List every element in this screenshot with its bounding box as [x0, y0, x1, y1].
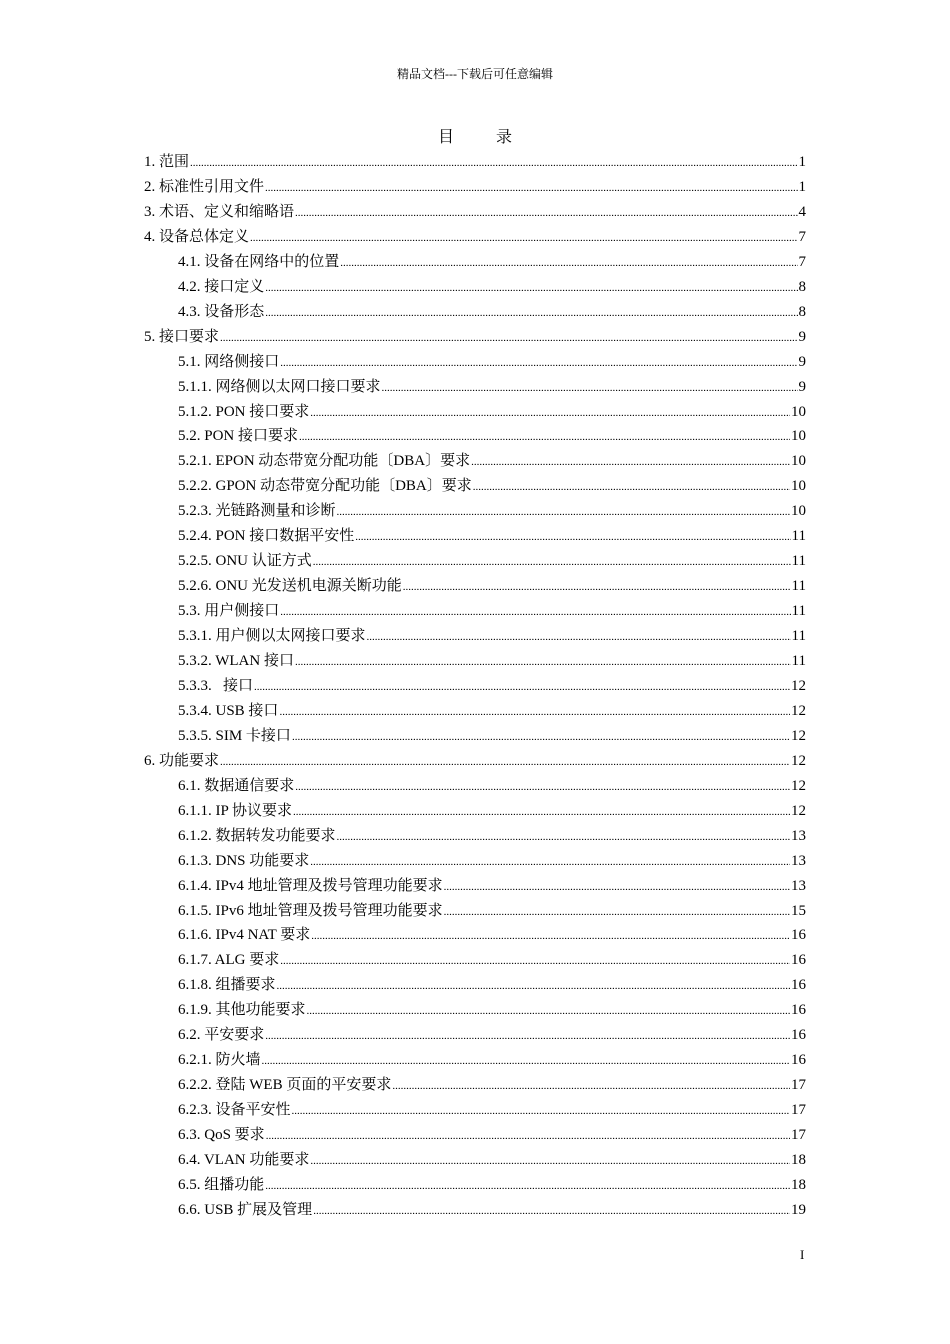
toc-entry-page: 13 [791, 827, 806, 844]
toc-entry-leader [292, 1101, 790, 1121]
toc-entry-label: 2. 标准性引用文件 [144, 178, 265, 195]
toc-entry-label: 6.1.5. IPv6 地址管理及拨号管理功能要求 [178, 902, 443, 919]
toc-entry-label: 6.1.4. IPv4 地址管理及拨号管理功能要求 [178, 877, 443, 894]
toc-entry-label: 5.1.1. 网络侧以太网口接口要求 [178, 378, 381, 395]
toc-entry[interactable] [144, 177, 806, 197]
toc-entry[interactable] [144, 202, 806, 222]
toc-entry-leader [280, 353, 797, 373]
toc-entry-leader [280, 602, 790, 622]
toc-entry[interactable] [178, 1000, 806, 1020]
toc-entry-label: 5.3.4. USB 接口 [178, 702, 279, 719]
toc-entry-leader [265, 278, 797, 298]
toc-entry-leader [471, 452, 790, 472]
toc-entry-leader [299, 427, 790, 447]
toc-entry[interactable] [144, 327, 806, 347]
toc-entry-page: 17 [791, 1102, 806, 1119]
toc-entry-page: 10 [791, 478, 806, 495]
toc-entry-page: 18 [791, 1176, 806, 1193]
toc-title-right: 录 [496, 129, 513, 146]
toc-entry[interactable] [178, 1200, 806, 1220]
toc-entry[interactable] [178, 352, 806, 372]
toc-entry-leader [265, 1176, 790, 1196]
toc-entry-leader [307, 1001, 790, 1021]
toc-entry-page: 1 [798, 178, 806, 195]
toc-entry-leader [355, 527, 790, 547]
toc-entry-label: 3. 术语、定义和缩略语 [144, 203, 295, 220]
toc-entry-leader [266, 1126, 790, 1146]
toc-entry[interactable] [178, 950, 806, 970]
toc-entry-label: 5.1. 网络侧接口 [178, 353, 280, 370]
toc-entry-label: 6.1.8. 组播要求 [178, 977, 276, 994]
toc-entry-label: 5.2. PON 接口要求 [178, 428, 299, 445]
toc-entry-label: 6.6. USB 扩展及管理 [178, 1201, 313, 1218]
toc-entry[interactable] [144, 751, 806, 771]
toc-entry-label: 5.2.2. GPON 动态带宽分配功能〔DBA〕要求 [178, 478, 472, 495]
toc-entry-page: 13 [791, 852, 806, 869]
toc-entry-page: 18 [791, 1152, 806, 1168]
toc-entry-page: 11 [791, 628, 806, 645]
toc-entry-page: 7 [798, 253, 806, 270]
toc-entry-label: 5.2.5. ONU 认证方式 [178, 553, 312, 570]
toc-entry-leader [293, 802, 790, 822]
toc-entry-label: 5.3. 用户侧接口 [178, 603, 280, 620]
toc-entry-page: 9 [798, 353, 806, 370]
toc-entry-label: 6.1.9. 其他功能要求 [178, 1002, 306, 1019]
toc-entry-leader [444, 902, 790, 922]
toc-title-left: 目 [437, 129, 454, 146]
toc-entry-leader [277, 976, 790, 996]
toc-entry-label: 6.4. VLAN 功能要求 [178, 1152, 310, 1168]
toc-entry[interactable] [178, 451, 806, 471]
toc-entry-label: 6.1.7. ALG 要求 [178, 952, 280, 969]
page-header: 精品文档---下载后可任意编辑 [397, 67, 553, 81]
toc-entry-leader [310, 1151, 790, 1171]
toc-entry-leader [220, 752, 790, 772]
toc-entry-label: 6.3. QoS 要求 [178, 1127, 265, 1144]
toc-entry-page: 16 [791, 977, 806, 994]
toc-entry-page: 11 [791, 653, 806, 669]
toc-entry-leader [313, 552, 791, 572]
toc-entry[interactable] [178, 801, 806, 821]
toc-entry-label: 6.1.2. 数据转发功能要求 [178, 827, 336, 844]
toc-entry[interactable] [178, 1150, 806, 1170]
toc-entry-label: 5.2.6. ONU 光发送机电源关断功能 [178, 578, 402, 595]
toc-entry[interactable] [178, 576, 806, 596]
toc-entry-leader [262, 1051, 790, 1071]
toc-entry[interactable] [178, 277, 806, 297]
toc-entry[interactable] [178, 1100, 806, 1120]
toc-entry-label: 6.1.3. DNS 功能要求 [178, 852, 310, 869]
toc-entry-label: 6.2.2. 登陆 WEB 页面的平安要求 [178, 1077, 392, 1094]
toc-entry-leader [337, 827, 790, 847]
toc-entry[interactable] [178, 252, 806, 272]
toc-entry-leader [403, 577, 791, 597]
toc-entry-page: 12 [791, 802, 806, 819]
toc-entry-leader [340, 253, 797, 273]
toc-entry-leader [311, 926, 790, 946]
toc-entry[interactable] [144, 227, 806, 247]
toc-entry[interactable] [178, 726, 806, 746]
toc-entry-leader [444, 877, 790, 897]
toc-entry-label: 5.2.3. 光链路测量和诊断 [178, 503, 336, 520]
toc-entry-page: 12 [791, 727, 806, 744]
toc-entry-leader [367, 627, 791, 647]
toc-entry[interactable] [178, 601, 806, 621]
toc-entry-page: 17 [791, 1077, 806, 1094]
toc-entry[interactable] [178, 377, 806, 397]
toc-entry[interactable] [178, 626, 806, 646]
toc-entry-leader [250, 228, 797, 248]
toc-entry-page: 12 [791, 752, 806, 769]
toc-entry-leader [292, 727, 790, 747]
toc-entry-label: 5.3.5. SIM 卡接口 [178, 727, 291, 744]
toc-entry[interactable] [178, 876, 806, 896]
toc-entry-leader [337, 502, 790, 522]
toc-entry-page: 11 [791, 578, 806, 595]
toc-entry[interactable] [178, 1025, 806, 1045]
toc-entry-label: 5.2.4. PON 接口数据平安性 [178, 528, 355, 545]
toc-entry-page: 16 [791, 1027, 806, 1044]
toc-entry-page: 9 [798, 378, 806, 395]
toc-entry[interactable] [178, 526, 806, 546]
toc-entry-label: 6.1.1. IP 协议要求 [178, 802, 293, 819]
toc-entry-page: 11 [791, 553, 806, 570]
toc-entry-label: 6.1. 数据通信要求 [178, 777, 295, 794]
toc-entry-page: 16 [791, 1052, 806, 1069]
toc-entry-page: 9 [798, 328, 806, 345]
toc-entry-page: 16 [791, 1002, 806, 1019]
toc-entry-label: 5.1.2. PON 接口要求 [178, 403, 310, 420]
toc-entry-leader [265, 303, 797, 323]
toc-entry-label: 5.2.1. EPON 动态带宽分配功能〔DBA〕要求 [178, 453, 471, 470]
toc-entry[interactable] [178, 1125, 806, 1145]
toc-entry[interactable] [178, 501, 806, 521]
toc-entry-label: 6.1.6. IPv4 NAT 要求 [178, 927, 311, 944]
toc-entry-page: 10 [791, 453, 806, 470]
toc-entry[interactable] [178, 776, 806, 796]
toc-title [0, 128, 950, 148]
toc-entry-page: 17 [791, 1127, 806, 1144]
toc-entry-leader [190, 153, 797, 173]
toc-entry-page: 8 [798, 278, 806, 295]
toc-entry-leader [473, 477, 790, 497]
toc-entry-leader [295, 652, 791, 672]
toc-entry-label: 1. 范围 [144, 154, 190, 170]
toc-entry-label: 5.3.3. 接口 [178, 677, 254, 694]
toc-entry-leader [310, 852, 790, 872]
toc-entry-page: 12 [791, 777, 806, 794]
toc-entry[interactable] [178, 1050, 806, 1070]
toc-entry[interactable] [178, 701, 806, 721]
toc-entry-leader [310, 403, 790, 423]
toc-entry[interactable] [178, 426, 806, 446]
toc-entry-page: 4 [798, 203, 806, 220]
toc-entry-label: 5. 接口要求 [144, 328, 220, 345]
toc-entry-page: 12 [791, 677, 806, 694]
toc-entry-page: 1 [798, 154, 806, 170]
toc-entry[interactable] [178, 476, 806, 496]
toc-entry-leader [295, 777, 790, 797]
toc-entry-label: 6.2.1. 防火墙 [178, 1052, 261, 1069]
toc-entry-label: 6. 功能要求 [144, 752, 220, 769]
toc-entry-leader [265, 1026, 790, 1046]
toc-entry[interactable] [178, 676, 806, 696]
toc-entry[interactable] [144, 152, 806, 172]
toc-entry-label: 6.2.3. 设备平安性 [178, 1102, 291, 1119]
toc-entry-page: 15 [791, 902, 806, 919]
toc-entry[interactable] [178, 1175, 806, 1195]
toc-entry-page: 10 [791, 428, 806, 445]
toc-entry-leader [280, 951, 790, 971]
toc-entry-page: 11 [791, 603, 806, 620]
toc-entry-leader [254, 677, 790, 697]
toc-entry[interactable] [178, 975, 806, 995]
toc-entry-page: 10 [791, 403, 806, 420]
toc-entry-page: 16 [791, 952, 806, 969]
toc-entry-leader [382, 378, 798, 398]
toc-entry-page: 13 [791, 877, 806, 894]
toc-entry[interactable] [178, 901, 806, 921]
toc-entry-label: 5.3.1. 用户侧以太网接口要求 [178, 628, 366, 645]
toc-entry-page: 7 [798, 228, 806, 245]
toc-entry-leader [265, 178, 797, 198]
page-number: I [800, 1247, 805, 1262]
toc-entry-page: 12 [791, 702, 806, 719]
toc-entry-page: 10 [791, 503, 806, 520]
toc-entry-label: 4.1. 设备在网络中的位置 [178, 253, 340, 270]
toc-entry-label: 6.5. 组播功能 [178, 1176, 265, 1193]
toc-entry-page: 19 [791, 1201, 806, 1218]
toc-entry-page: 16 [791, 927, 806, 944]
toc-entry-label: 4.3. 设备形态 [178, 303, 265, 320]
toc-entry-page: 8 [798, 303, 806, 320]
toc-entry-leader [392, 1076, 790, 1096]
toc-entry-leader [295, 203, 797, 223]
toc-entry-leader [220, 328, 797, 348]
toc-entry[interactable] [178, 851, 806, 871]
toc-entry[interactable] [178, 826, 806, 846]
toc-entry-label: 6.2. 平安要求 [178, 1027, 265, 1044]
toc-entry[interactable] [178, 302, 806, 322]
toc-entry-leader [279, 702, 790, 722]
toc-entry-label: 4. 设备总体定义 [144, 228, 250, 245]
toc-entry[interactable] [178, 551, 806, 571]
toc-entry-label: 4.2. 接口定义 [178, 278, 265, 295]
toc-entry[interactable] [178, 1075, 806, 1095]
toc-entry-leader [313, 1201, 790, 1221]
toc-entry[interactable] [178, 925, 806, 945]
toc-entry-label: 5.3.2. WLAN 接口 [178, 653, 294, 669]
toc-entry[interactable] [178, 402, 806, 422]
toc-entry[interactable] [178, 651, 806, 671]
toc-entry-page: 11 [791, 528, 806, 545]
